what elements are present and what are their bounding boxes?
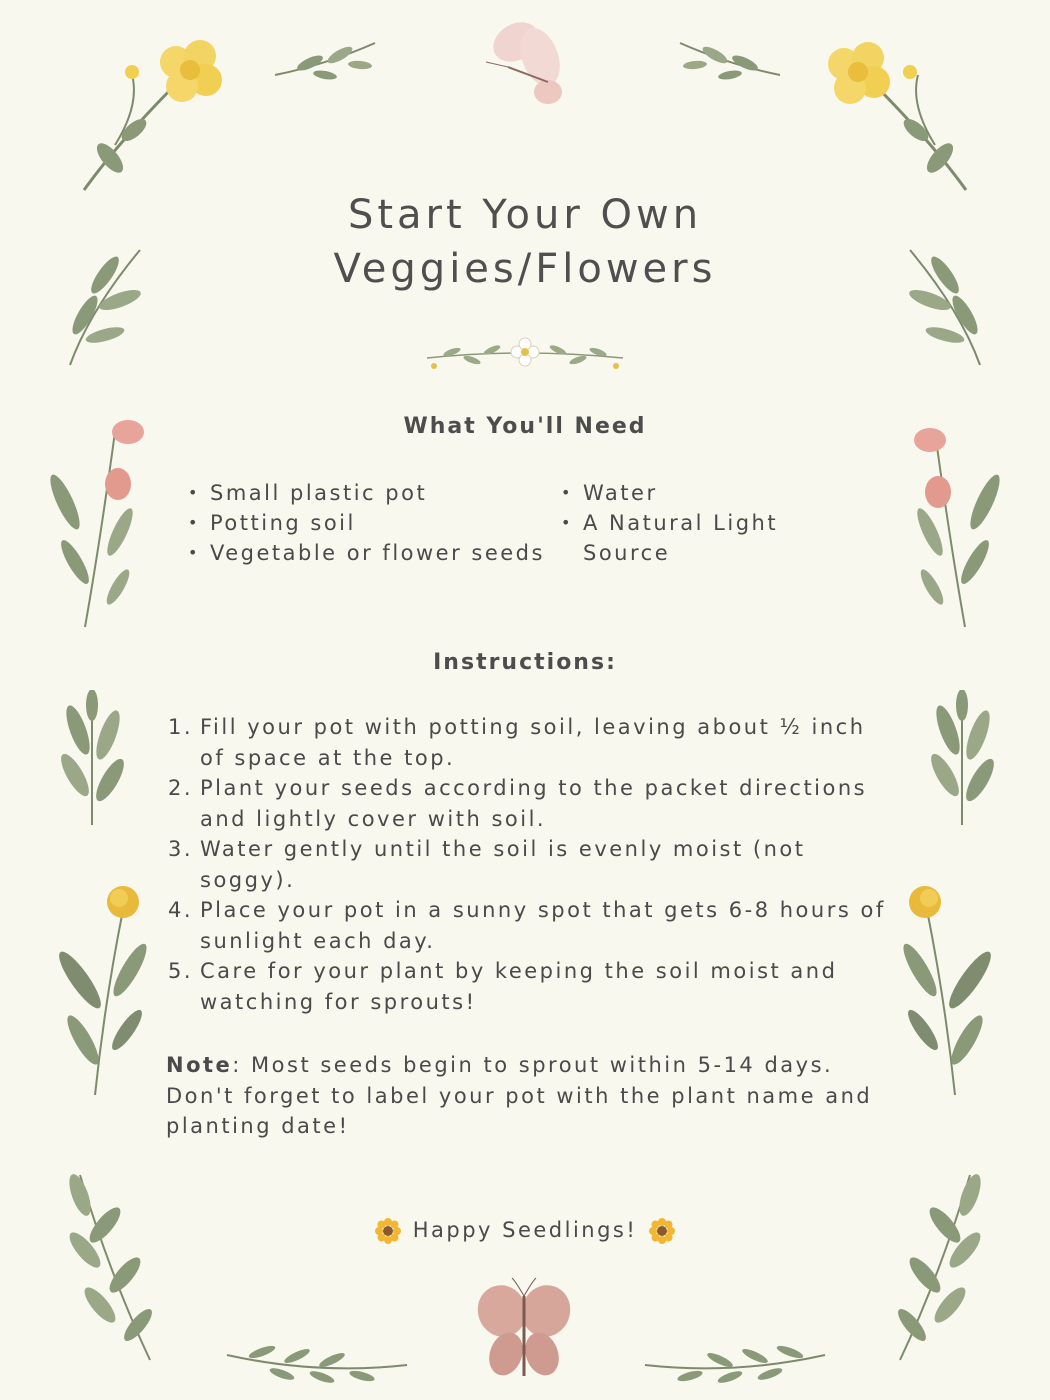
closing-message	[0, 1218, 1050, 1244]
step-text: Plant your seeds according to the packet directions and lightly cover with soil.	[200, 776, 868, 831]
step-text: Place your pot in a sunny spot that gets 6-8 hours of sunlight each day.	[200, 898, 886, 953]
step-text: Water gently until the soil is evenly moist (not soggy).	[200, 837, 806, 892]
floral-divider-icon	[422, 330, 628, 380]
leaf-sprig-top-left-icon	[270, 35, 380, 85]
step-text: Fill your pot with potting soil, leaving about ½ inch of space at the top.	[200, 715, 866, 770]
yellow-flower-top-left-icon	[70, 30, 240, 200]
note-text: : Most seeds begin to sprout within 5-14 days. Don't forget to label your pot with the plant name and planting date!	[166, 1053, 873, 1138]
leaf-sprig-top-right-icon	[675, 35, 785, 85]
step-item	[168, 834, 898, 895]
list-item: • Vegetable or flower seeds	[188, 538, 548, 568]
sunflower-icon	[649, 1218, 675, 1244]
leaf-branch-right-middle-icon	[920, 690, 1005, 830]
list-item: • Small plastic pot	[188, 478, 548, 508]
needs-heading: What You'll Need	[403, 414, 647, 439]
closing-text: Happy Seedlings!	[412, 1218, 638, 1242]
sunflower-icon	[375, 1218, 401, 1244]
step-item	[168, 956, 898, 1017]
instructions-heading: Instructions:	[433, 650, 617, 675]
leaf-sprig-bottom-right-icon	[640, 1330, 830, 1385]
leaf-branch-left-middle-icon	[50, 690, 135, 830]
list-item: • A Natural Light Source	[561, 508, 861, 568]
pink-flower-left-icon	[40, 412, 150, 632]
step-number: 2.	[168, 776, 194, 800]
step-item	[168, 773, 898, 834]
title-line-1: Start Your Own	[347, 192, 703, 238]
list-item: • Water	[561, 478, 861, 508]
step-number: 3.	[168, 837, 194, 861]
yellow-flower-top-right-icon	[810, 30, 980, 200]
title-line-2: Veggies/Flowers	[333, 246, 717, 292]
step-item	[168, 895, 898, 956]
step-item	[168, 712, 898, 773]
instruction-steps	[168, 712, 898, 1017]
leaf-sprig-bottom-left-icon	[222, 1330, 412, 1385]
yellow-clover-right-icon	[895, 880, 995, 1100]
step-number: 1.	[168, 715, 194, 739]
pink-flower-right-icon	[900, 412, 1010, 632]
step-number: 4.	[168, 898, 194, 922]
step-text: Care for your plant by keeping the soil moist and watching for sprouts!	[200, 959, 838, 1014]
step-number: 5.	[168, 959, 194, 983]
butterfly-bottom-icon	[474, 1276, 574, 1386]
leaf-branch-bottom-right-icon	[890, 1165, 990, 1365]
page-title	[0, 188, 1050, 296]
note-label: Note	[166, 1053, 233, 1077]
yellow-clover-left-icon	[55, 880, 155, 1100]
list-item: • Potting soil	[188, 508, 548, 538]
needs-list-column-1	[188, 478, 548, 568]
note-paragraph	[166, 1050, 886, 1142]
needs-list-column-2	[561, 478, 861, 568]
leaf-branch-bottom-left-icon	[60, 1165, 160, 1365]
butterfly-top-icon	[478, 12, 578, 112]
